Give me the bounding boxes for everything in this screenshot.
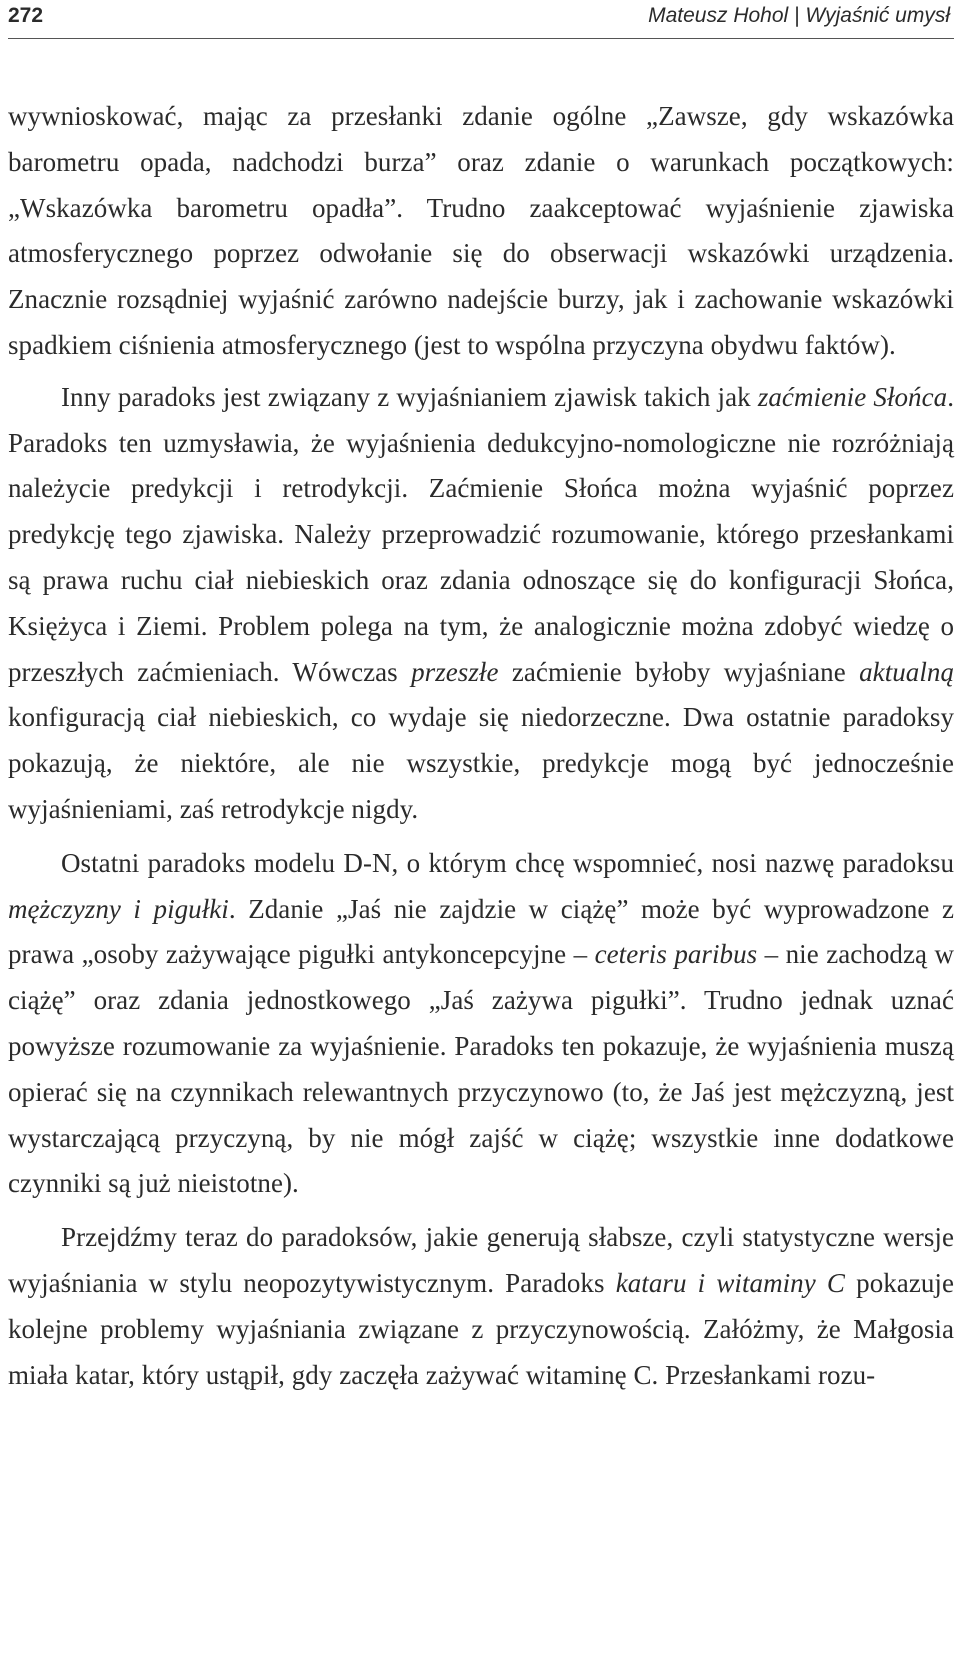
italic-term: zaćmienie Słońca [757,381,948,412]
page-number: 272 [8,4,44,27]
paragraph-p1 [8,94,954,369]
text-run: . Paradoks ten uzmysławia, że wyjaśnienia dedukcyjno-nomologiczne nie rozróżniają należycie predykcji i retrodykcji. Zaćmienie Słońca można wyjaśnić poprzez predykcję tego zjawiska. Należy przeprowadzić rozumowanie, którego przesłankami są prawa ruchu ciał niebieskich oraz zdania odnoszące się do konfiguracji Słońca, Księżyca i Ziemi. Problem polega na tym, że analogicznie można zdobyć wiedzę o przeszłych zaćmieniach. Wówczas [8,381,954,687]
text-run: pokazuje kolejne problemy wyjaśniania związane z przyczynowością. Załóżmy, że Małgosia miała katar, który ustąpił, gdy zaczęła zażywać witaminę C. Przesłankami rozu- [8,1267,954,1390]
italic-term: mężczyzny i pigułki [8,893,229,924]
running-head: Mateusz Hohol | Wyjaśnić umysł [648,4,950,27]
italic-term: aktualną [859,656,954,687]
header-rule [8,38,954,39]
text-run: zaćmienie byłoby wyjaśniane [498,656,860,687]
text-run: Inny paradoks jest związany z wyjaśnianiem zjawisk takich jak [61,381,758,412]
text-run: wywnioskować, mając za przesłanki zdanie ogólne „Zawsze, gdy wskazówka barometru opada, nadchodzi burza” oraz zdanie o warunkach początkowych: „Wskazówka barometru opadła”. Trudno zaakceptować wyjaśnienie zjawiska atmosferycznego poprzez odwołanie się do obserwacji wskazówki urządzenia. Znacznie rozsądniej wyjaśnić zarówno nadejście burzy, jak i zachowanie wskazówki spadkiem ciśnienia atmosferycznego (jest to wspólna przyczyna obydwu faktów). [8,101,954,360]
page-crop-edge [0,1640,960,1665]
page-header [0,0,960,40]
paragraph-p4 [8,1215,954,1398]
text-run: . Zdanie „Jaś nie zajdzie w ciążę” może być wyprowadzone z prawa „osoby zażywające pigułki antykoncepcyjne – [8,893,954,970]
text-run: – nie zachodzą w ciążę” oraz zdania jednostkowego „Jaś zażywa pigułki”. Trudno jednak uznać powyższe rozumowanie za wyjaśnienie. Paradoks ten pokazuje, że wyjaśnienia muszą opierać się na czynnikach relewantnych przyczynowo (to, że Jaś jest mężczyzną, jest wystarczającą przyczyną, by nie mógł zajść w ciążę; wszystkie inne dodatkowe czynniki są już nieistotne). [8,939,954,1199]
paragraph-p3 [8,841,954,1207]
text-run: Przejdźmy teraz do paradoksów, jakie generują słabsze, czyli statystyczne wersje wyjaśniania w stylu neopozytywistycznym. Paradoks [8,1222,954,1298]
body-text [8,94,954,1398]
italic-term: kataru i witaminy C [615,1267,845,1298]
italic-term: przeszłe [411,656,499,687]
text-run: konfiguracją ciał niebieskich, co wydaje się niedorzeczne. Dwa ostatnie paradoksy pokazują, że niektóre, ale nie wszystkie, predykcje mogą być jednocześnie wyjaśnieniami, zaś retrodykcje nigdy. [8,702,954,824]
paragraph-p2 [8,375,954,833]
text-run: Ostatni paradoks modelu D-N, o którym chcę wspomnieć, nosi nazwę paradoksu [61,847,954,878]
italic-term: ceteris paribus [594,939,758,970]
